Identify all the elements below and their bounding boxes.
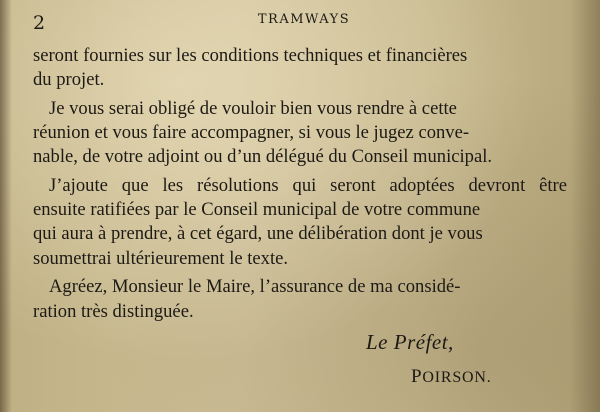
text-line: Agréez, Monsieur le Maire, l’assurance de ma considé-: [49, 276, 461, 298]
letter-body: [33, 44, 567, 328]
paragraph-3: [33, 174, 567, 271]
signature-title: Le Préfet,: [366, 330, 454, 354]
text-line: ration très distinguée.: [33, 300, 194, 322]
text-line: Je vous serai obligé de vouloir bien vous rendre à cette: [49, 97, 457, 119]
text-line: ensuite ratifiées par le Conseil municipal de votre commune: [33, 199, 481, 221]
running-head: TRAMWAYS: [257, 12, 351, 27]
text-line: J’ajoute que les résolutions qui seront adoptées devront être: [49, 175, 567, 197]
text-line: réunion et vous faire accompagner, si vous le jugez conve-: [33, 122, 470, 144]
signature-name-initial: P: [411, 366, 423, 387]
paragraph-4: [33, 275, 567, 323]
signature-name: [411, 366, 492, 388]
text-line: soumettrai ultérieurement le texte.: [33, 247, 289, 269]
page-edge-shadow: [570, 0, 600, 412]
paragraph-1: [33, 44, 567, 92]
text-line: nable, de votre adjoint ou d’un délégué du Conseil municipal.: [33, 146, 493, 168]
signature-name-rest: OIRSON.: [422, 369, 492, 386]
page-number: 2: [33, 12, 46, 34]
text-line: qui aura à prendre, à cet égard, une délibération dont je vous: [33, 223, 483, 245]
paragraph-2: [33, 97, 567, 170]
page-gutter-shadow: [0, 0, 12, 412]
text-line: seront fournies sur les conditions techniques et financières: [33, 45, 468, 66]
text-line: du projet.: [33, 69, 105, 91]
